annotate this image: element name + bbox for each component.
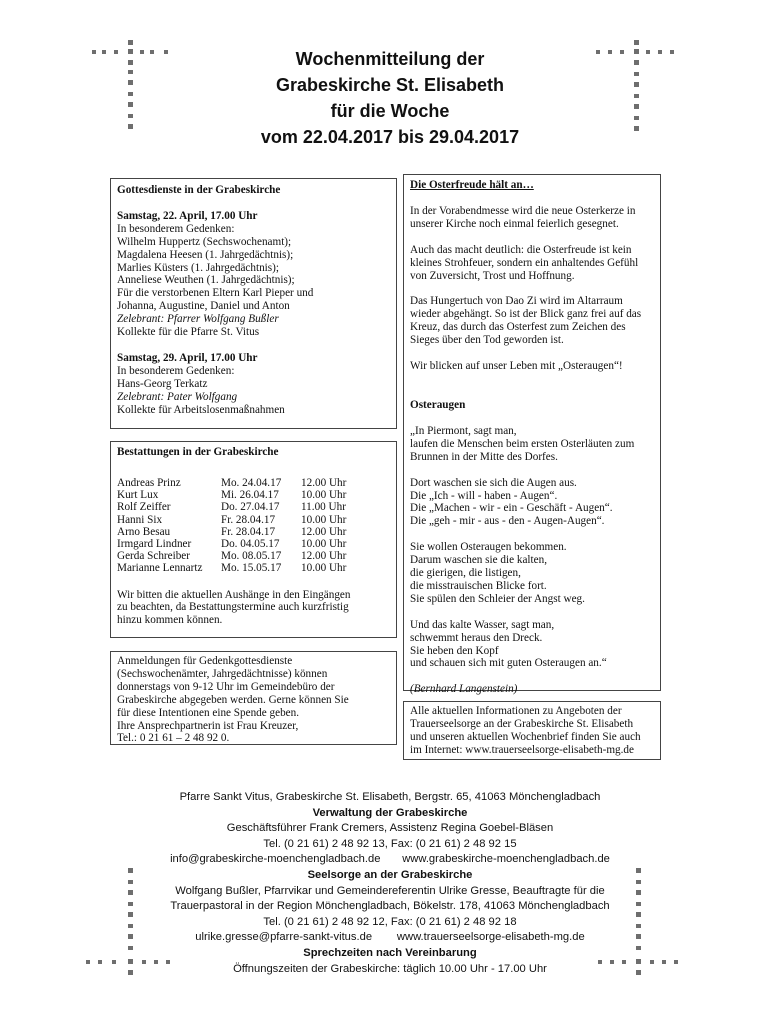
- service-2-line: Hans-Georg Terkatz: [117, 377, 208, 390]
- burials-box: [110, 441, 397, 638]
- burial-name: Andreas Prinz: [117, 476, 181, 489]
- service-1-line: Marlies Küsters (1. Jahrgedächtnis);: [117, 261, 279, 274]
- title-line-1: Wochenmitteilung der: [295, 49, 485, 69]
- registration-line: Anmeldungen für Gedenkgottesdienste: [117, 655, 293, 667]
- service-1-line: In besonderem Gedenken:: [117, 222, 235, 235]
- table-row: [117, 514, 346, 526]
- service-1-celebrant: Zelebrant: Pfarrer Wolfgang Bußler: [117, 313, 279, 326]
- registration-box: [110, 651, 397, 745]
- info-line: Trauerseelsorge an der Grabeskirche St. Elisabeth: [410, 717, 634, 730]
- services-heading: Gottesdienste in der Grabeskirche: [117, 184, 281, 196]
- footer: [120, 790, 660, 977]
- poem-line: laufen die Menschen beim ersten Osterläuten zum: [410, 437, 635, 450]
- registration-line: donnerstags von 9-12 Uhr im Gemeindebüro der: [117, 680, 335, 693]
- registration-line: für diese Intentionen eine Spende geben.: [117, 706, 300, 719]
- title-line-4: vom 22.04.2017 bis 29.04.2017: [260, 127, 520, 147]
- burial-name: Marianne Lennartz: [117, 562, 203, 575]
- burials-heading: Bestattungen in der Grabeskirche: [117, 446, 279, 458]
- burial-time: 11.00 Uhr: [301, 501, 346, 514]
- service-1-line: Johanna, Augustine, Daniel und Anton: [117, 300, 290, 313]
- service-1-line: Wilhelm Huppertz (Sechswochenamt);: [117, 235, 292, 248]
- title-line-2: Grabeskirche St. Elisabeth: [275, 75, 505, 95]
- burial-time: 12.00 Uhr: [301, 476, 347, 489]
- burial-time: 10.00 Uhr: [301, 513, 347, 526]
- table-row: [117, 550, 346, 562]
- burial-time: 12.00 Uhr: [301, 550, 347, 563]
- burial-time: 10.00 Uhr: [301, 489, 347, 502]
- easter-box: [403, 174, 661, 696]
- burial-name: Kurt Lux: [117, 489, 159, 502]
- info-box: [403, 701, 661, 760]
- footer-pastoral-tel: Tel. (0 21 61) 2 48 92 12, Fax: (0 21 61) 2 48 92 18: [263, 915, 517, 928]
- info-line: und unseren aktuellen Wochenbrief finden Sie auch: [410, 730, 641, 743]
- service-1-collection: Kollekte für die Pfarre St. Vitus: [117, 326, 260, 339]
- poem-line: Darum waschen sie die kalten,: [410, 554, 547, 567]
- easter-text-line: von Zuversicht, Trost und Hoffnung.: [410, 269, 575, 282]
- burial-name: Irmgard Lindner: [117, 537, 192, 550]
- poem-title: Osteraugen: [410, 398, 466, 411]
- burial-time: 12.00 Uhr: [301, 525, 347, 538]
- poem-line: „In Piermont, sagt man,: [410, 424, 517, 437]
- footer-pastoral-names: Wolfgang Bußler, Pfarrvikar und Gemeindereferentin Ulrike Gresse, Beauftragte für die: [175, 884, 605, 897]
- burial-date: Mi. 26.04.17: [221, 489, 279, 502]
- easter-text-line: Kreuz, das durch das Osterfest zum Zeichen des: [410, 321, 626, 334]
- service-1-line: Für die verstorbenen Eltern Karl Pieper und: [117, 287, 314, 300]
- footer-pastoral-web: ulrike.gresse@pfarre-sankt-vitus.de www.trauerseelsorge-elisabeth-mg.de: [195, 931, 585, 944]
- poem-line: schwemmt heraus den Dreck.: [410, 631, 543, 644]
- burials-table: [117, 477, 346, 575]
- burials-note-line: Wir bitten die aktuellen Aushänge in den Eingängen: [117, 588, 351, 601]
- burials-note-line: zu beachten, da Bestattungstermine auch kurzfristig: [117, 601, 349, 614]
- easter-text-line: wieder abgehängt. So ist der Blick ganz frei auf das: [410, 308, 642, 321]
- poem-line: und schauen sich mit guten Osteraugen an.“: [410, 657, 607, 670]
- footer-admin-heading: Verwaltung der Grabeskirche: [312, 806, 468, 819]
- burial-date: Fr. 28.04.17: [221, 513, 276, 526]
- burial-name: Rolf Zeiffer: [117, 501, 171, 514]
- footer-admin-names: Geschäftsführer Frank Cremers, Assistenz Regina Goebel-Bläsen: [226, 822, 554, 835]
- service-2-collection: Kollekte für Arbeitslosenmaßnahmen: [117, 403, 285, 416]
- burial-date: Do. 04.05.17: [221, 537, 280, 550]
- footer-admin-tel: Tel. (0 21 61) 2 48 92 13, Fax: (0 21 61) 2 48 92 15: [263, 837, 517, 850]
- poem-line: Dort waschen sie sich die Augen aus.: [410, 476, 577, 489]
- easter-text-line: Sieges über den Tod geworden ist.: [410, 334, 564, 347]
- easter-text-line: unserer Kirche noch einmal feierlich gesegnet.: [410, 217, 619, 230]
- poem-author: (Bernhard Langenstein): [410, 683, 518, 696]
- poem-line: Die „geh - mir - aus - den - Augen-Augen“.: [410, 515, 605, 528]
- registration-line: Tel.: 0 21 61 – 2 48 92 0.: [117, 732, 230, 745]
- cross-ornament-top-right: [592, 40, 682, 140]
- cross-ornament-top-left: [88, 40, 178, 140]
- registration-line: (Sechswochenämter, Jahrgedächtnisse) können: [117, 667, 328, 680]
- table-row: [117, 501, 346, 513]
- burial-date: Do. 27.04.17: [221, 501, 280, 514]
- table-row: [117, 489, 346, 501]
- easter-heading: Die Osterfreude hält an…: [410, 179, 534, 191]
- service-1-line: Magdalena Heesen (1. Jahrgedächtnis);: [117, 248, 294, 261]
- page-title: [200, 46, 580, 150]
- service-1-line: Anneliese Weuthen (1. Jahrgedächtnis);: [117, 274, 295, 287]
- burial-name: Gerda Schreiber: [117, 550, 190, 563]
- info-line: im Internet: www.trauerseelsorge-elisabeth-mg.de: [410, 743, 634, 756]
- easter-text-line: Das Hungertuch von Dao Zi wird im Altarraum: [410, 295, 623, 308]
- footer-pastoral-region: Trauerpastoral in der Region Mönchengladbach, Bökelstr. 178, 41063 Mönchengladbach: [170, 900, 610, 913]
- footer-address: Pfarre Sankt Vitus, Grabeskirche St. Elisabeth, Bergstr. 65, 41063 Mönchengladbach: [179, 791, 601, 803]
- table-row: [117, 477, 346, 489]
- poem-line: die gierigen, die listigen,: [410, 567, 521, 580]
- burial-date: Fr. 28.04.17: [221, 525, 276, 538]
- service-2-date: Samstag, 29. April, 17.00 Uhr: [117, 351, 258, 364]
- poem-line: Brunnen in der Mitte des Dorfes.: [410, 450, 558, 463]
- poem-line: Und das kalte Wasser, sagt man,: [410, 618, 555, 631]
- easter-text-line: Wir blicken auf unser Leben mit „Osteraugen“!: [410, 360, 623, 373]
- burial-name: Arno Besau: [117, 525, 171, 538]
- poem-line: Sie heben den Kopf: [410, 644, 499, 657]
- footer-hours-heading: Sprechzeiten nach Vereinbarung: [303, 946, 477, 959]
- burials-note-line: hinzu kommen können.: [117, 614, 223, 627]
- registration-line: Ihre Ansprechpartnerin ist Frau Kreuzer,: [117, 719, 299, 732]
- title-line-3: für die Woche: [330, 101, 450, 121]
- poem-line: Die „Ich - will - haben - Augen“.: [410, 489, 558, 502]
- burial-date: Mo. 24.04.17: [221, 476, 282, 489]
- burial-time: 10.00 Uhr: [301, 537, 347, 550]
- burial-date: Mo. 15.05.17: [221, 562, 282, 575]
- table-row: [117, 538, 346, 550]
- burial-name: Hanni Six: [117, 513, 163, 526]
- easter-text-line: kleines Strohfeuer, sondern ein anhaltendes Gefühl: [410, 256, 639, 269]
- poem-line: die misstrauischen Blicke fort.: [410, 579, 547, 592]
- info-line: Alle aktuellen Informationen zu Angeboten der: [410, 705, 622, 717]
- service-2-celebrant: Zelebrant: Pater Wolfgang: [117, 390, 238, 403]
- service-2-line: In besonderem Gedenken:: [117, 364, 235, 377]
- footer-admin-web: info@grabeskirche-moenchengladbach.de www.grabeskirche-moenchengladbach.de: [170, 853, 610, 866]
- table-row: [117, 562, 346, 574]
- poem-line: Sie spülen den Schleier der Angst weg.: [410, 592, 585, 605]
- footer-pastoral-heading: Seelsorge an der Grabeskirche: [307, 868, 473, 881]
- registration-line: Grabeskirche abgegeben werden. Gerne können Sie: [117, 693, 349, 706]
- service-1-date: Samstag, 22. April, 17.00 Uhr: [117, 209, 258, 222]
- table-row: [117, 526, 346, 538]
- burial-date: Mo. 08.05.17: [221, 550, 282, 563]
- easter-text-line: In der Vorabendmesse wird die neue Osterkerze in: [410, 204, 636, 217]
- poem-line: Die „Machen - wir - ein - Geschäft - Augen“.: [410, 502, 613, 515]
- easter-text-line: Auch das macht deutlich: die Osterfreude ist kein: [410, 243, 632, 256]
- services-box: [110, 178, 397, 429]
- footer-hours: Öffnungszeiten der Grabeskirche: täglich 10.00 Uhr - 17.00 Uhr: [233, 962, 547, 975]
- burial-time: 10.00 Uhr: [301, 562, 347, 575]
- poem-line: Sie wollen Osteraugen bekommen.: [410, 541, 567, 554]
